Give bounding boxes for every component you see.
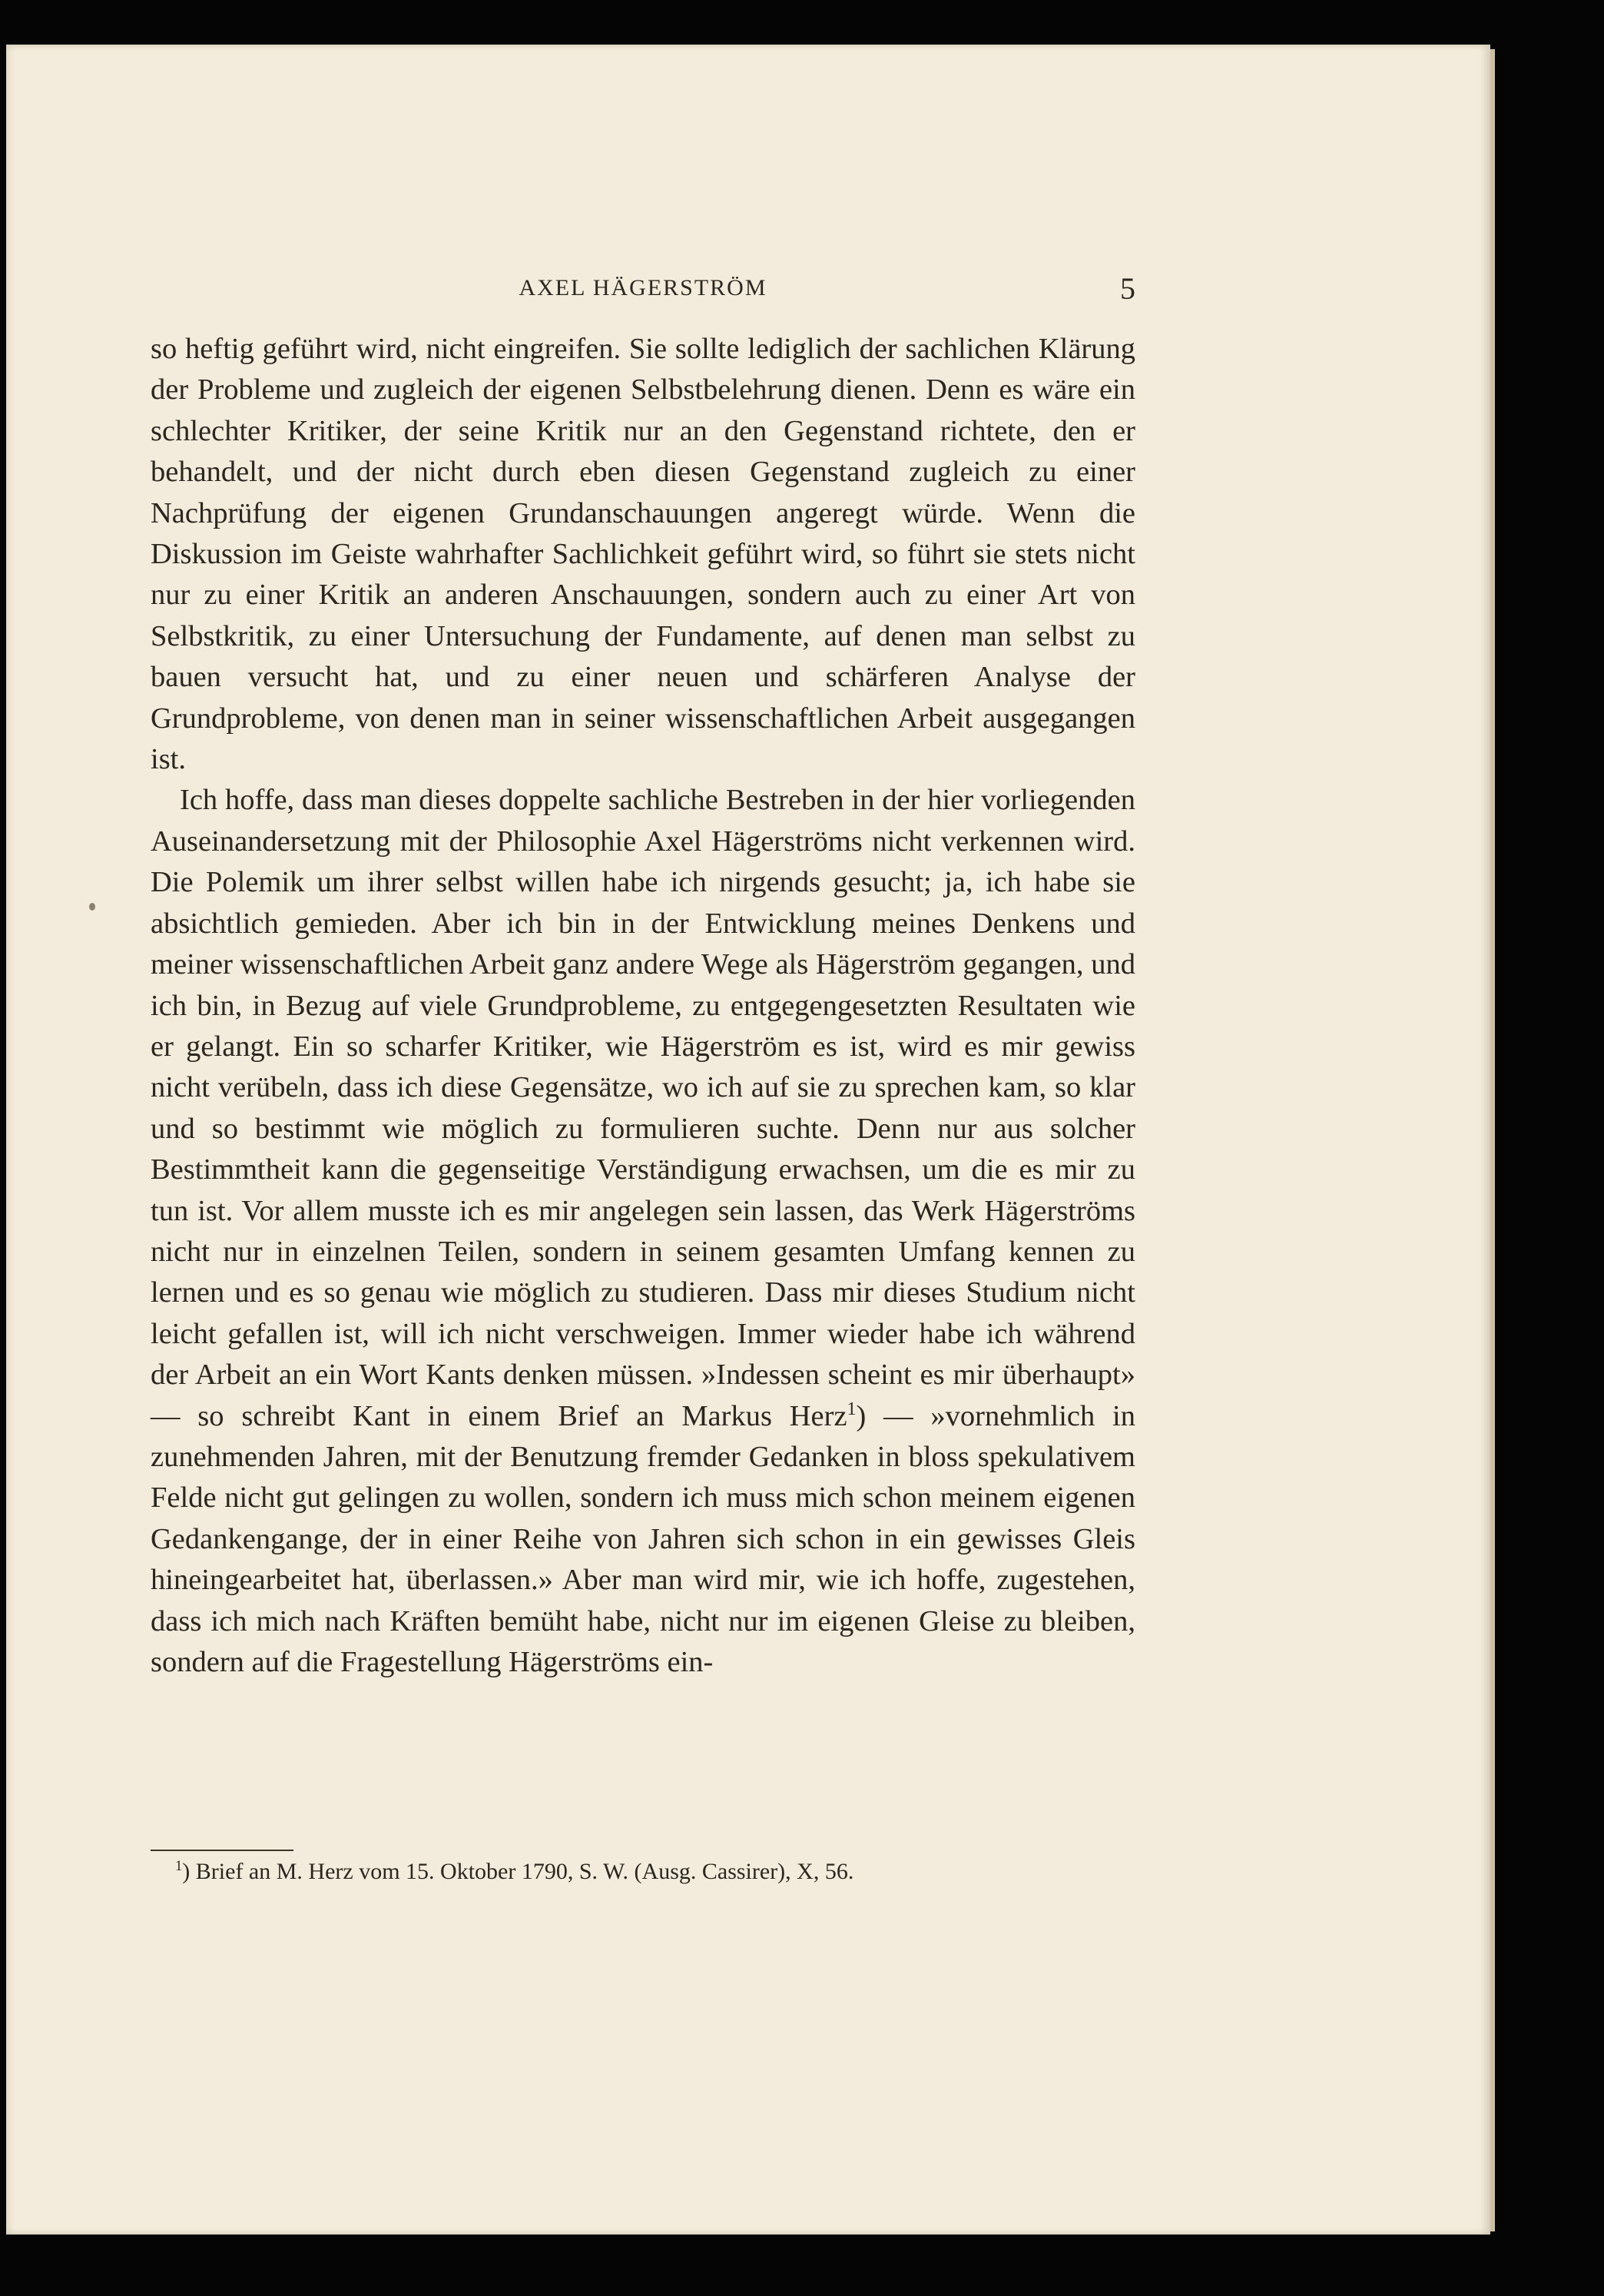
running-title: AXEL HÄGERSTRÖM [519, 275, 767, 300]
footnote-text: ) Brief an M. Herz vom 15. Oktober 1790, S. W. (Ausg. Cassirer), X, 56. [182, 1859, 854, 1884]
paragraph-2-text-after-note: ) — »vornehmlich in zunehmenden Jahren, mit der Benutzung fremder Gedanken in bloss spekulativem Felde nicht gut gelingen zu wollen, sondern ich muss mich schon meinem eigenen Gedankengange, der in einer Reihe von Jahren sich schon in ein gewisses Gleis hineingearbeitet hat, überlassen.» Aber man wird mir, wie ich hoffe, zugestehen, dass ich mich nach Kräften bemüht habe, nicht nur im eigenen Gleise zu bleiben, sondern auf die Fragestellung Hägerströms ein- [151, 1399, 1135, 1678]
footnote [175, 1856, 1135, 1887]
body-text [151, 329, 1135, 1683]
paragraph-2-text-before-note: Ich hoffe, dass man dieses doppelte sachliche Bestreben in der hier vorliegenden Auseinandersetzung mit der Philosophie Axel Hägerströms nicht verkennen wird. Die Polemik um ihrer selbst willen habe ich nirgends gesucht; ja, ich habe sie absichtlich gemieden. Aber ich bin in der Entwicklung meines Denkens und meiner wissenschaftlichen Arbeit ganz andere Wege als Hägerström gegangen, und ich bin, in Bezug auf viele Grundprobleme, zu entgegengesetzten Resultaten wie er gelangt. Ein so scharfer Kritiker, wie Hägerström es ist, wird es mir gewiss nicht verübeln, dass ich diese Gegensätze, wo ich auf sie zu sprechen kam, so klar und so bestimmt wie möglich zu formulieren suchte. Denn nur aus solcher Bestimmtheit kann die gegenseitige Verständigung erwachsen, um die es mir zu tun ist. Vor allem musste ich es mir angelegen sein lassen, das Werk Hägerströms nicht nur in einzelnen Teilen, sondern in seinem gesamten Umfang kennen zu lernen und es so genau wie möglich zu studieren. Dass mir dieses Studium nicht leicht gefallen ist, will ich nicht verschweigen. Immer wieder habe ich während der Arbeit an ein Wort Kants denken müssen. »Indessen scheint es mir überhaupt» — so schreibt Kant in einem Brief an Markus Herz [151, 784, 1135, 1432]
page-number: 5 [1120, 271, 1135, 306]
footnote-rule [151, 1850, 293, 1851]
footnote-marker: 1 [175, 1858, 183, 1874]
page-edge [1490, 49, 1495, 2231]
ink-spot [89, 903, 95, 911]
running-head [151, 270, 1135, 309]
paragraph-1: so heftig geführt wird, nicht eingreifen. Sie sollte lediglich der sachlichen Klärung der Probleme und zugleich der eigenen Selbstbelehrung dienen. Denn es wäre ein schlechter Kritiker, der seine Kritik nur an den Gegenstand richtete, den er behandelt, und der nicht durch eben diesen Gegenstand zugleich zu einer Nachprüfung der eigenen Grundanschauungen angeregt würde. Wenn die Diskussion im Geiste wahrhafter Sachlichkeit geführt wird, so führt sie stets nicht nur zu einer Kritik an anderen Anschauungen, sondern auch zu einer Art von Selbstkritik, zu einer Untersuchung der Fundamente, auf denen man selbst zu bauen versucht hat, und zu einer neuen und schärferen Analyse der Grundprobleme, von denen man in seiner wissenschaftlichen Arbeit ausgegangen ist. [151, 333, 1135, 776]
footnote-reference: 1 [847, 1399, 857, 1419]
paragraph-2 [151, 780, 1135, 1683]
